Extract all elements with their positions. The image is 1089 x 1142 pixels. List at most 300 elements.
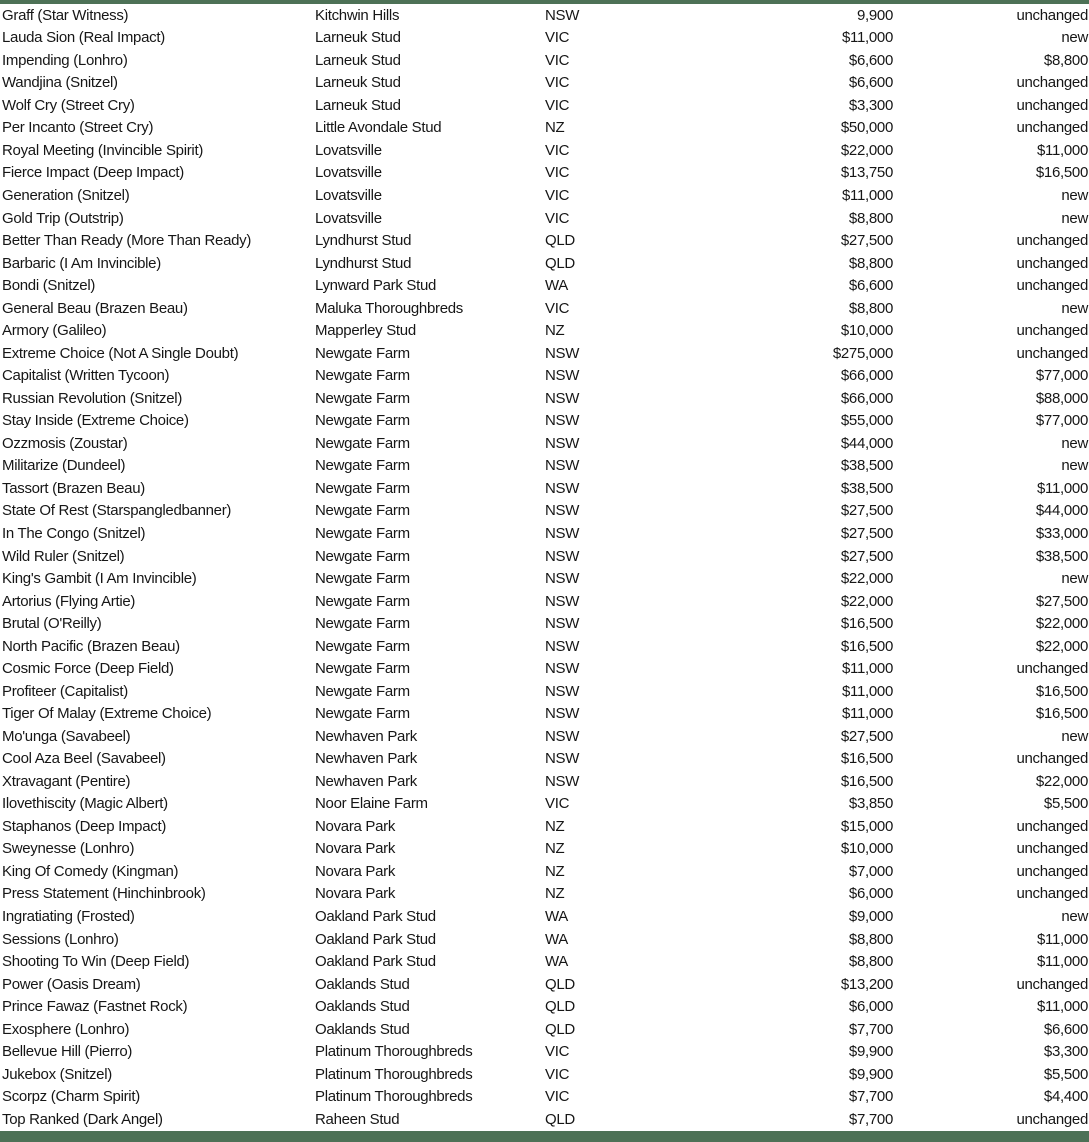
fee-cell: $3,850: [848, 796, 893, 812]
fee-cell: $7,700: [848, 1111, 893, 1127]
fee-cell: $55,000: [840, 413, 893, 429]
fee-cell: $22,000: [840, 571, 893, 587]
horse-sire-cell: Cosmic Force (Deep Field): [2, 661, 174, 677]
horse-sire-cell: State Of Rest (Starspangledbanner): [2, 503, 232, 519]
fee-cell: $38,500: [840, 480, 893, 496]
state-cell: NSW: [545, 661, 580, 677]
fee-cell: $8,800: [848, 255, 893, 271]
stud-cell: Novara Park: [315, 863, 396, 879]
stud-cell: Newgate Farm: [315, 616, 410, 632]
stud-cell: Newhaven Park: [315, 728, 417, 744]
fee-cell: $27,500: [840, 548, 893, 564]
table-row[interactable]: [0, 815, 1089, 838]
fee-cell: $8,800: [848, 931, 893, 947]
table-row[interactable]: [0, 1108, 1089, 1131]
fee-cell: $50,000: [840, 120, 893, 136]
state-cell: NSW: [545, 683, 580, 699]
stud-cell: Novara Park: [315, 886, 396, 902]
table-row[interactable]: [0, 522, 1089, 545]
state-cell: VIC: [545, 52, 570, 68]
stud-cell: Noor Elaine Farm: [315, 796, 428, 812]
fee-cell: $9,900: [848, 1044, 893, 1060]
change-cell: unchanged: [1016, 886, 1088, 902]
change-cell: unchanged: [1016, 323, 1088, 339]
state-cell: NSW: [545, 706, 580, 722]
stud-cell: Kitchwin Hills: [315, 7, 400, 23]
fee-cell: $11,000: [841, 661, 893, 677]
horse-sire-cell: Ozzmosis (Zoustar): [2, 435, 128, 451]
state-cell: NSW: [545, 345, 580, 361]
change-cell: $11,000: [1036, 954, 1088, 970]
table-row[interactable]: [0, 680, 1089, 703]
stud-cell: Platinum Thoroughbreds: [315, 1089, 473, 1105]
horse-sire-cell: Press Statement (Hinchinbrook): [2, 886, 206, 902]
state-cell: VIC: [545, 142, 570, 158]
change-cell: $4,400: [1043, 1089, 1088, 1105]
state-cell: NZ: [545, 323, 565, 339]
state-cell: QLD: [545, 255, 575, 271]
table-row[interactable]: [0, 883, 1089, 906]
table-row[interactable]: [0, 995, 1089, 1018]
state-cell: VIC: [545, 796, 570, 812]
table-row[interactable]: [0, 455, 1089, 478]
change-cell: new: [1061, 458, 1088, 474]
stud-cell: Newgate Farm: [315, 548, 410, 564]
state-cell: NZ: [545, 841, 565, 857]
change-cell: $38,500: [1035, 548, 1088, 564]
table-row[interactable]: [0, 252, 1089, 275]
table-row[interactable]: [0, 319, 1089, 342]
stud-cell: Larneuk Stud: [315, 52, 401, 68]
fee-cell: $27,500: [840, 525, 893, 541]
table-row[interactable]: [0, 702, 1089, 725]
table-row[interactable]: [0, 1063, 1089, 1086]
table-row[interactable]: [0, 793, 1089, 816]
state-cell: QLD: [545, 233, 575, 249]
horse-sire-cell: Tassort (Brazen Beau): [2, 480, 145, 496]
fee-cell: 9,900: [856, 7, 893, 23]
state-cell: NSW: [545, 458, 580, 474]
stud-cell: Lovatsville: [315, 165, 382, 181]
fee-cell: $9,900: [848, 1066, 893, 1082]
horse-sire-cell: Artorius (Flying Artie): [2, 593, 136, 609]
table-row[interactable]: [0, 590, 1089, 613]
stud-cell: Newgate Farm: [315, 368, 410, 384]
state-cell: NSW: [545, 773, 580, 789]
horse-sire-cell: Impending (Lonhro): [2, 52, 128, 68]
fee-cell: $27,500: [840, 728, 893, 744]
change-cell: $77,000: [1035, 413, 1088, 429]
table-row[interactable]: [0, 387, 1089, 410]
change-cell: $77,000: [1035, 368, 1088, 384]
horse-sire-cell: Exosphere (Lonhro): [2, 1021, 130, 1037]
stud-cell: Platinum Thoroughbreds: [315, 1066, 473, 1082]
stud-cell: Newgate Farm: [315, 593, 410, 609]
stud-cell: Newgate Farm: [315, 480, 410, 496]
state-cell: NSW: [545, 571, 580, 587]
table-row[interactable]: [0, 725, 1089, 748]
table-row[interactable]: [0, 928, 1089, 951]
table-row[interactable]: [0, 1040, 1089, 1063]
horse-sire-cell: Bellevue Hill (Pierro): [2, 1044, 133, 1060]
table-row[interactable]: [0, 117, 1089, 140]
horse-sire-cell: Per Incanto (Street Cry): [2, 120, 154, 136]
table-row[interactable]: [0, 410, 1089, 433]
table-row[interactable]: [0, 612, 1089, 635]
horse-sire-cell: King Of Comedy (Kingman): [2, 863, 179, 879]
fee-cell: $6,600: [848, 278, 893, 294]
stud-cell: Larneuk Stud: [315, 30, 401, 46]
table-row[interactable]: [0, 567, 1089, 590]
fee-cell: $3,300: [848, 97, 893, 113]
change-cell: unchanged: [1016, 97, 1088, 113]
horse-sire-cell: Profiteer (Capitalist): [2, 683, 128, 699]
horse-sire-cell: Militarize (Dundeel): [2, 458, 126, 474]
state-cell: NSW: [545, 390, 580, 406]
change-cell: $5,500: [1043, 796, 1088, 812]
stud-cell: Newgate Farm: [315, 525, 410, 541]
fee-cell: $27,500: [840, 503, 893, 519]
table-row[interactable]: [0, 229, 1089, 252]
table-row[interactable]: [0, 94, 1089, 117]
change-cell: unchanged: [1016, 255, 1088, 271]
horse-sire-cell: Barbaric (I Am Invincible): [2, 255, 161, 271]
horse-sire-cell: Cool Aza Beel (Savabeel): [2, 751, 166, 767]
fee-cell: $66,000: [840, 390, 893, 406]
state-cell: NSW: [545, 7, 580, 23]
stud-cell: Newhaven Park: [315, 751, 417, 767]
change-cell: $22,000: [1035, 616, 1088, 632]
table-row[interactable]: [0, 748, 1089, 771]
stud-cell: Lynward Park Stud: [315, 278, 437, 294]
fee-cell: $11,000: [841, 30, 893, 46]
change-cell: $88,000: [1035, 390, 1088, 406]
horse-sire-cell: Power (Oasis Dream): [2, 976, 141, 992]
horse-sire-cell: Better Than Ready (More Than Ready): [2, 233, 252, 249]
fee-cell: $6,000: [848, 999, 893, 1015]
fee-cell: $6,600: [848, 52, 893, 68]
fee-cell: $22,000: [840, 593, 893, 609]
change-cell: new: [1061, 210, 1088, 226]
change-cell: new: [1061, 300, 1088, 316]
horse-sire-cell: In The Congo (Snitzel): [2, 525, 146, 541]
fee-cell: $16,500: [840, 638, 893, 654]
stud-cell: Newgate Farm: [315, 661, 410, 677]
table-row[interactable]: [0, 545, 1089, 568]
state-cell: NZ: [545, 120, 565, 136]
table-row[interactable]: [0, 477, 1089, 500]
stud-cell: Newhaven Park: [315, 773, 417, 789]
change-cell: $22,000: [1035, 773, 1088, 789]
stud-cell: Newgate Farm: [315, 503, 410, 519]
fee-cell: $8,800: [848, 210, 893, 226]
horse-sire-cell: Bondi (Snitzel): [2, 278, 96, 294]
state-cell: VIC: [545, 210, 570, 226]
state-cell: VIC: [545, 1066, 570, 1082]
horse-sire-cell: Lauda Sion (Real Impact): [2, 30, 165, 46]
state-cell: WA: [545, 909, 569, 925]
state-cell: QLD: [545, 976, 575, 992]
table-row[interactable]: [0, 860, 1089, 883]
stud-cell: Newgate Farm: [315, 571, 410, 587]
stud-cell: Lovatsville: [315, 188, 382, 204]
change-cell: $11,000: [1036, 142, 1088, 158]
state-cell: WA: [545, 954, 569, 970]
state-cell: QLD: [545, 1021, 575, 1037]
stud-cell: Oaklands Stud: [315, 1021, 410, 1037]
state-cell: NSW: [545, 751, 580, 767]
change-cell: new: [1061, 188, 1088, 204]
table-row[interactable]: [0, 1018, 1089, 1041]
state-cell: QLD: [545, 1111, 575, 1127]
change-cell: new: [1061, 30, 1088, 46]
table-row[interactable]: [0, 950, 1089, 973]
table-row[interactable]: [0, 365, 1089, 388]
stud-cell: Newgate Farm: [315, 390, 410, 406]
stud-cell: Novara Park: [315, 841, 396, 857]
table-row[interactable]: [0, 1086, 1089, 1109]
stud-cell: Newgate Farm: [315, 706, 410, 722]
state-cell: VIC: [545, 300, 570, 316]
stud-cell: Mapperley Stud: [315, 323, 416, 339]
fee-cell: $16,500: [840, 616, 893, 632]
fee-cell: $10,000: [840, 841, 893, 857]
change-cell: unchanged: [1016, 661, 1088, 677]
table-row[interactable]: [0, 72, 1089, 95]
horse-sire-cell: Wild Ruler (Snitzel): [2, 548, 125, 564]
horse-sire-cell: Top Ranked (Dark Angel): [2, 1111, 163, 1127]
change-cell: $16,500: [1035, 683, 1088, 699]
change-cell: unchanged: [1016, 233, 1088, 249]
horse-sire-cell: Russian Revolution (Snitzel): [2, 390, 183, 406]
stud-cell: Newgate Farm: [315, 683, 410, 699]
state-cell: VIC: [545, 188, 570, 204]
fee-cell: $11,000: [841, 188, 893, 204]
fee-cell: $8,800: [848, 954, 893, 970]
table-row[interactable]: [0, 342, 1089, 365]
horse-sire-cell: Wandjina (Snitzel): [2, 75, 118, 91]
state-cell: VIC: [545, 165, 570, 181]
horse-sire-cell: Scorpz (Charm Spirit): [2, 1089, 140, 1105]
change-cell: $11,000: [1036, 999, 1088, 1015]
horse-sire-cell: North Pacific (Brazen Beau): [2, 638, 180, 654]
state-cell: VIC: [545, 1044, 570, 1060]
state-cell: NSW: [545, 548, 580, 564]
stud-cell: Lovatsville: [315, 142, 382, 158]
change-cell: new: [1061, 435, 1088, 451]
fee-cell: $9,000: [848, 909, 893, 925]
table-row[interactable]: [0, 49, 1089, 72]
change-cell: unchanged: [1016, 345, 1088, 361]
fee-cell: $7,000: [848, 863, 893, 879]
stud-cell: Oakland Park Stud: [315, 931, 436, 947]
change-cell: unchanged: [1016, 976, 1088, 992]
change-cell: new: [1061, 909, 1088, 925]
fee-cell: $11,000: [841, 683, 893, 699]
state-cell: VIC: [545, 97, 570, 113]
fee-cell: $27,500: [840, 233, 893, 249]
state-cell: NSW: [545, 616, 580, 632]
change-cell: unchanged: [1016, 751, 1088, 767]
horse-sire-cell: Brutal (O'Reilly): [2, 616, 102, 632]
horse-sire-cell: Jukebox (Snitzel): [2, 1066, 112, 1082]
horse-sire-cell: Shooting To Win (Deep Field): [2, 954, 190, 970]
stud-cell: Oakland Park Stud: [315, 909, 436, 925]
fee-cell: $15,000: [840, 818, 893, 834]
table-row[interactable]: [0, 207, 1089, 230]
table-row[interactable]: [0, 635, 1089, 658]
stud-cell: Lyndhurst Stud: [315, 233, 412, 249]
change-cell: $27,500: [1035, 593, 1088, 609]
table-row[interactable]: [0, 432, 1089, 455]
change-cell: $3,300: [1043, 1044, 1088, 1060]
horse-sire-cell: Capitalist (Written Tycoon): [2, 368, 170, 384]
bottom-divider-bar: [0, 1131, 1089, 1142]
change-cell: new: [1061, 728, 1088, 744]
horse-sire-cell: Royal Meeting (Invincible Spirit): [2, 142, 204, 158]
change-cell: unchanged: [1016, 120, 1088, 136]
stud-cell: Newgate Farm: [315, 413, 410, 429]
stud-cell: Newgate Farm: [315, 345, 410, 361]
stallion-fee-table: [0, 4, 1089, 1131]
horse-sire-cell: Extreme Choice (Not A Single Doubt): [2, 345, 239, 361]
change-cell: $22,000: [1035, 638, 1088, 654]
state-cell: NSW: [545, 525, 580, 541]
stud-cell: Oaklands Stud: [315, 999, 410, 1015]
stud-cell: Raheen Stud: [315, 1111, 400, 1127]
table-row[interactable]: [0, 4, 1089, 27]
horse-sire-cell: Graff (Star Witness): [2, 7, 129, 23]
stud-cell: Novara Park: [315, 818, 396, 834]
stud-cell: Maluka Thoroughbreds: [315, 300, 463, 316]
fee-cell: $275,000: [832, 345, 893, 361]
fee-cell: $16,500: [840, 773, 893, 789]
change-cell: unchanged: [1016, 75, 1088, 91]
change-cell: unchanged: [1016, 278, 1088, 294]
change-cell: $33,000: [1035, 525, 1088, 541]
state-cell: VIC: [545, 1089, 570, 1105]
horse-sire-cell: Armory (Galileo): [2, 323, 107, 339]
state-cell: NSW: [545, 503, 580, 519]
horse-sire-cell: Wolf Cry (Street Cry): [2, 97, 135, 113]
state-cell: WA: [545, 278, 569, 294]
horse-sire-cell: Stay Inside (Extreme Choice): [2, 413, 189, 429]
fee-cell: $13,200: [840, 976, 893, 992]
stud-cell: Newgate Farm: [315, 435, 410, 451]
fee-cell: $38,500: [840, 458, 893, 474]
state-cell: VIC: [545, 75, 570, 91]
state-cell: NZ: [545, 863, 565, 879]
state-cell: NSW: [545, 368, 580, 384]
state-cell: WA: [545, 931, 569, 947]
table-row[interactable]: [0, 274, 1089, 297]
horse-sire-cell: Xtravagant (Pentire): [2, 773, 131, 789]
state-cell: QLD: [545, 999, 575, 1015]
change-cell: $6,600: [1043, 1021, 1088, 1037]
table-row[interactable]: [0, 973, 1089, 996]
fee-cell: $6,000: [848, 886, 893, 902]
change-cell: unchanged: [1016, 818, 1088, 834]
fee-cell: $44,000: [840, 435, 893, 451]
fee-cell: $22,000: [840, 142, 893, 158]
fee-cell: $10,000: [840, 323, 893, 339]
table-row[interactable]: [0, 184, 1089, 207]
horse-sire-cell: Ilovethiscity (Magic Albert): [2, 796, 168, 812]
horse-sire-cell: Ingratiating (Frosted): [2, 909, 135, 925]
state-cell: NSW: [545, 593, 580, 609]
state-cell: VIC: [545, 30, 570, 46]
change-cell: $44,000: [1035, 503, 1088, 519]
table-row[interactable]: [0, 162, 1089, 185]
fee-cell: $8,800: [848, 300, 893, 316]
table-row[interactable]: [0, 297, 1089, 320]
fee-cell: $7,700: [848, 1021, 893, 1037]
state-cell: NSW: [545, 638, 580, 654]
fee-cell: $6,600: [848, 75, 893, 91]
state-cell: NSW: [545, 728, 580, 744]
horse-sire-cell: Gold Trip (Outstrip): [2, 210, 124, 226]
change-cell: unchanged: [1016, 863, 1088, 879]
change-cell: $11,000: [1036, 931, 1088, 947]
stud-cell: Oakland Park Stud: [315, 954, 436, 970]
change-cell: $11,000: [1036, 480, 1088, 496]
stud-cell: Lyndhurst Stud: [315, 255, 412, 271]
fee-cell: $66,000: [840, 368, 893, 384]
stud-cell: Platinum Thoroughbreds: [315, 1044, 473, 1060]
fee-cell: $7,700: [848, 1089, 893, 1105]
change-cell: unchanged: [1016, 841, 1088, 857]
change-cell: $8,800: [1043, 52, 1088, 68]
state-cell: NZ: [545, 886, 565, 902]
horse-sire-cell: General Beau (Brazen Beau): [2, 300, 188, 316]
state-cell: NSW: [545, 435, 580, 451]
change-cell: new: [1061, 571, 1088, 587]
horse-sire-cell: Mo'unga (Savabeel): [2, 728, 131, 744]
table-row[interactable]: [0, 139, 1089, 162]
horse-sire-cell: Sweynesse (Lonhro): [2, 841, 135, 857]
fee-cell: $11,000: [841, 706, 893, 722]
fee-cell: $13,750: [840, 165, 893, 181]
change-cell: unchanged: [1016, 1111, 1088, 1127]
stud-cell: Oaklands Stud: [315, 976, 410, 992]
stud-cell: Lovatsville: [315, 210, 382, 226]
horse-sire-cell: King's Gambit (I Am Invincible): [2, 571, 197, 587]
stud-cell: Larneuk Stud: [315, 75, 401, 91]
horse-sire-cell: Sessions (Lonhro): [2, 931, 119, 947]
change-cell: $16,500: [1035, 706, 1088, 722]
state-cell: NZ: [545, 818, 565, 834]
horse-sire-cell: Staphanos (Deep Impact): [2, 818, 167, 834]
table-row[interactable]: [0, 657, 1089, 680]
change-cell: unchanged: [1016, 7, 1088, 23]
table-row[interactable]: [0, 27, 1089, 50]
horse-sire-cell: Prince Fawaz (Fastnet Rock): [2, 999, 188, 1015]
change-cell: $16,500: [1035, 165, 1088, 181]
table-row[interactable]: [0, 770, 1089, 793]
horse-sire-cell: Fierce Impact (Deep Impact): [2, 165, 184, 181]
stud-cell: Little Avondale Stud: [315, 120, 442, 136]
stud-cell: Newgate Farm: [315, 638, 410, 654]
table-row[interactable]: [0, 500, 1089, 523]
fee-cell: $16,500: [840, 751, 893, 767]
table-row[interactable]: [0, 838, 1089, 861]
stud-cell: Larneuk Stud: [315, 97, 401, 113]
change-cell: $5,500: [1043, 1066, 1088, 1082]
horse-sire-cell: Generation (Snitzel): [2, 188, 130, 204]
state-cell: NSW: [545, 413, 580, 429]
table-row[interactable]: [0, 905, 1089, 928]
stud-cell: Newgate Farm: [315, 458, 410, 474]
